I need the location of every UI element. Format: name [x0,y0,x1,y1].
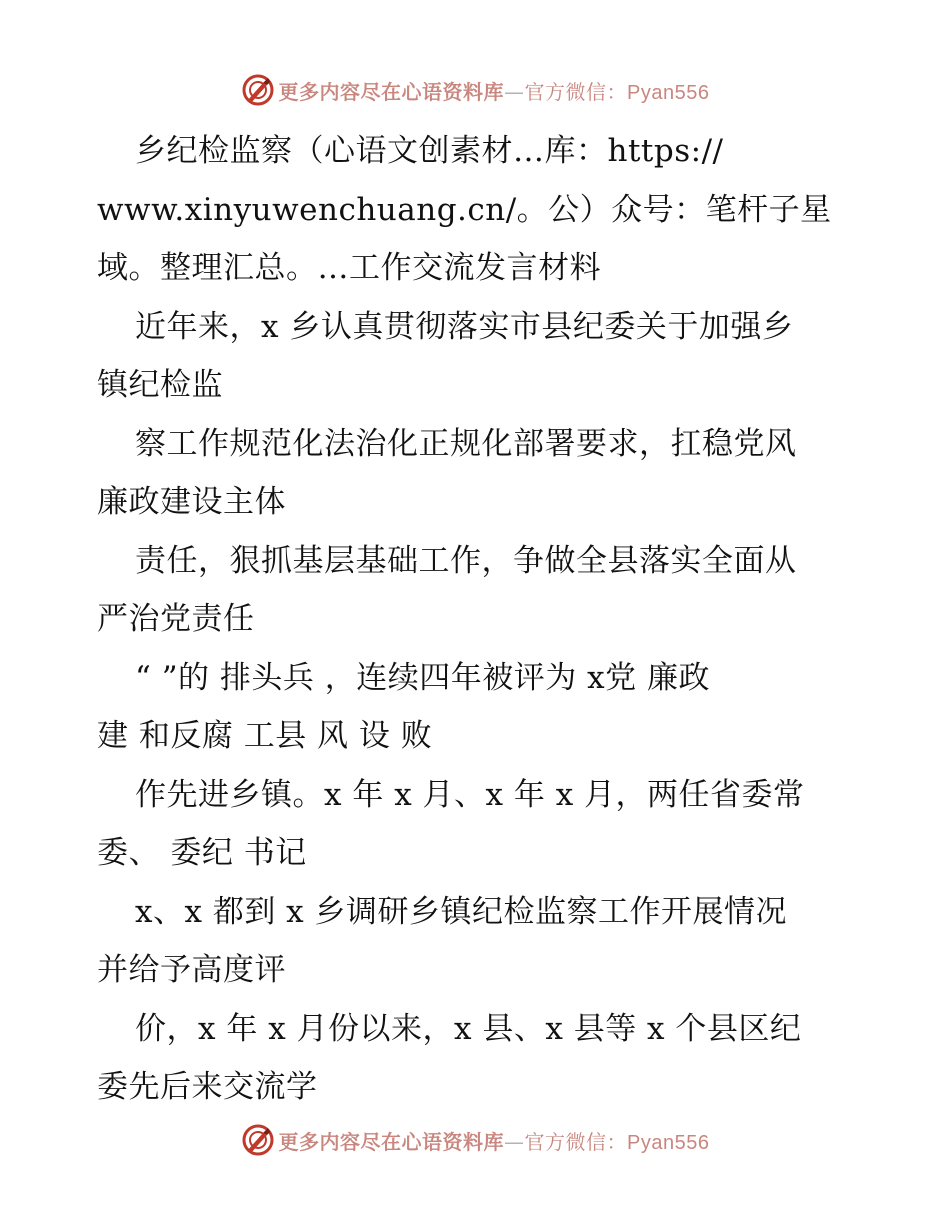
pen-logo-icon [241,73,275,107]
doc-line: 廉政建设主体 [97,484,286,520]
watermark-wechat-id: Pyan556 [627,1131,710,1154]
watermark-main-text: 更多内容尽在心语资料库 [278,79,505,104]
watermark-dash: — [504,79,525,104]
doc-line: 委先后来交流学 [97,1069,318,1105]
watermark-wechat-id: Pyan556 [627,81,710,104]
doc-line: 严治党责任 [97,601,255,637]
doc-line: 察工作规范化法治化正规化部署要求，扛稳党风 [135,425,797,462]
doc-line: 责任，狠抓基层基础工作，争做全县落实全面从 [135,542,797,579]
doc-line: 镇纪检监 [97,367,223,403]
pen-logo-icon [241,1123,275,1157]
doc-line: 价，x 年 x 月份以来，x 县、x 县等 x 个县区纪 [135,1010,802,1047]
watermark-sub-text: 官方微信： [524,79,628,104]
doc-line: 近年来，x 乡认真贯彻落实市县纪委关于加强乡 [135,308,794,345]
watermark-main-text: 更多内容尽在心语资料库 [278,1129,505,1154]
doc-line: 并给予高度评 [97,952,286,988]
doc-line: www.xinyuwenchuang.cn/。公）众号：笔杆子星 [97,191,832,228]
doc-line: 建 和反腐 工县 风 设 败 [97,718,433,754]
watermark-dash: — [504,1129,525,1154]
doc-line: 域。整理汇总。…工作交流发言材料 [97,250,601,286]
document-body [97,122,867,1117]
doc-line: “ ”的 排头兵 ，连续四年被评为 x党 廉政 [135,659,710,696]
header-watermark [0,70,950,110]
doc-line: 作先进乡镇。x 年 x 月、x 年 x 月，两任省委常 [135,776,805,813]
watermark-sub-text: 官方微信： [524,1129,628,1154]
doc-line: 委、 委纪 书记 [97,835,307,871]
doc-line: x、x 都到 x 乡调研乡镇纪检监察工作开展情况 [135,893,788,930]
doc-line: 乡纪检监察（心语文创素材…库：https:// [135,133,724,169]
footer-watermark [0,1120,950,1160]
